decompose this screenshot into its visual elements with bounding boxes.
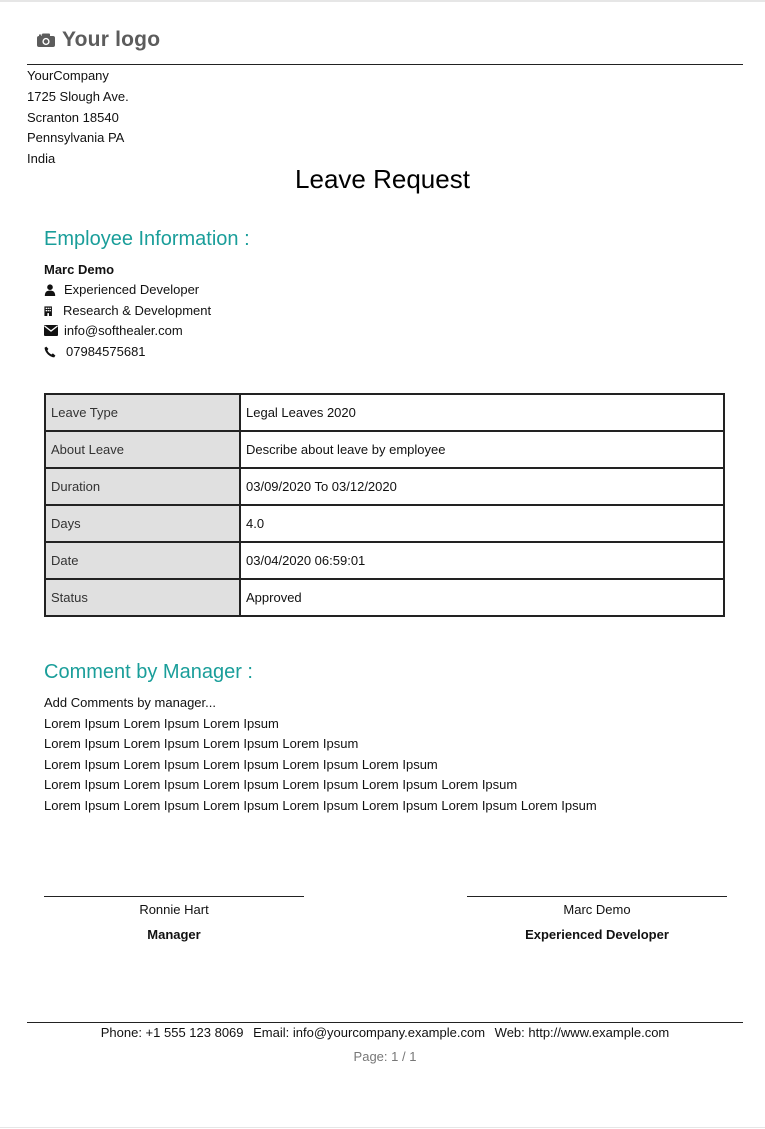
- row-label: Duration: [45, 468, 240, 505]
- address-line: India: [27, 151, 56, 167]
- building-icon: [44, 305, 54, 317]
- row-value: Describe about leave by employee: [240, 431, 724, 468]
- table-row: [45, 542, 724, 579]
- row-label: About Leave: [45, 431, 240, 468]
- employee-phone: 07984575681: [66, 344, 146, 359]
- row-label: Leave Type: [45, 394, 240, 431]
- table-row: [45, 394, 724, 431]
- manager-comments: [44, 693, 597, 816]
- page-footer: [0, 1025, 765, 1040]
- signer-role: Manager: [147, 927, 201, 942]
- table-row: [45, 431, 724, 468]
- signature-line: [44, 886, 304, 897]
- footer-email: Email: info@yourcompany.example.com: [253, 1025, 486, 1040]
- footer-phone: Phone: +1 555 123 8069: [100, 1025, 244, 1040]
- comment-line: Lorem Ipsum Lorem Ipsum Lorem Ipsum: [44, 715, 279, 731]
- leave-details-table: [44, 393, 725, 617]
- row-value: 03/04/2020 06:59:01: [240, 542, 724, 579]
- manager-comment-heading: Comment by Manager :: [44, 661, 253, 683]
- signer-role: Experienced Developer: [525, 927, 669, 942]
- signature-line: [467, 886, 727, 897]
- comment-line: Lorem Ipsum Lorem Ipsum Lorem Ipsum Lorem Ipsum Lorem Ipsum Lorem Ipsum Lorem Ipsum: [44, 797, 597, 813]
- employee-email: info@softhealer.com: [64, 323, 183, 338]
- address-line: Pennsylvania PA: [27, 130, 125, 146]
- signer-name: Ronnie Hart: [139, 902, 209, 917]
- employee-signature: [467, 886, 727, 942]
- envelope-icon: [44, 325, 58, 336]
- manager-signature: [44, 886, 304, 942]
- footer-web: Web: http://www.example.com: [494, 1025, 670, 1040]
- row-value: Legal Leaves 2020: [240, 394, 724, 431]
- company-address: [27, 66, 129, 170]
- employee-phone-row: [44, 344, 146, 359]
- table-row: [45, 505, 724, 542]
- row-value: 4.0: [240, 505, 724, 542]
- page-bottom-edge: [0, 1127, 765, 1128]
- address-line: YourCompany: [27, 68, 109, 83]
- employee-department-row: [44, 303, 211, 318]
- page-number: Page: 1 / 1: [353, 1049, 417, 1064]
- logo-text: Your logo: [62, 28, 161, 51]
- row-label: Date: [45, 542, 240, 579]
- row-value: Approved: [240, 579, 724, 616]
- row-value: 03/09/2020 To 03/12/2020: [240, 468, 724, 505]
- comment-line: Lorem Ipsum Lorem Ipsum Lorem Ipsum Lorem Ipsum Lorem Ipsum Lorem Ipsum: [44, 777, 518, 792]
- employee-info-heading: Employee Information :: [44, 228, 250, 250]
- employee-job-row: [44, 282, 199, 297]
- employee-job: Experienced Developer: [64, 282, 200, 297]
- row-label: Status: [45, 579, 240, 616]
- company-logo: [36, 28, 160, 52]
- user-icon: [44, 284, 56, 296]
- signer-name: Marc Demo: [563, 902, 631, 917]
- document-title: Leave Request: [295, 164, 470, 194]
- address-line: 1725 Slough Ave.: [27, 88, 129, 104]
- address-line: Scranton 18540: [27, 109, 119, 125]
- camera-icon: [36, 32, 56, 48]
- table-row: [45, 579, 724, 616]
- employee-name: Marc Demo: [44, 262, 115, 277]
- comment-line: Lorem Ipsum Lorem Ipsum Lorem Ipsum Lorem Ipsum Lorem Ipsum: [44, 756, 438, 772]
- header-divider: [27, 64, 743, 65]
- comment-line: Add Comments by manager...: [44, 695, 216, 710]
- employee-department: Research & Development: [63, 303, 212, 318]
- footer-divider: [27, 1022, 743, 1023]
- row-label: Days: [45, 505, 240, 542]
- employee-email-row: [44, 323, 183, 338]
- comment-line: Lorem Ipsum Lorem Ipsum Lorem Ipsum Lorem Ipsum: [44, 736, 359, 751]
- page-top-edge: [0, 0, 765, 2]
- table-row: [45, 468, 724, 505]
- phone-icon: [44, 346, 56, 358]
